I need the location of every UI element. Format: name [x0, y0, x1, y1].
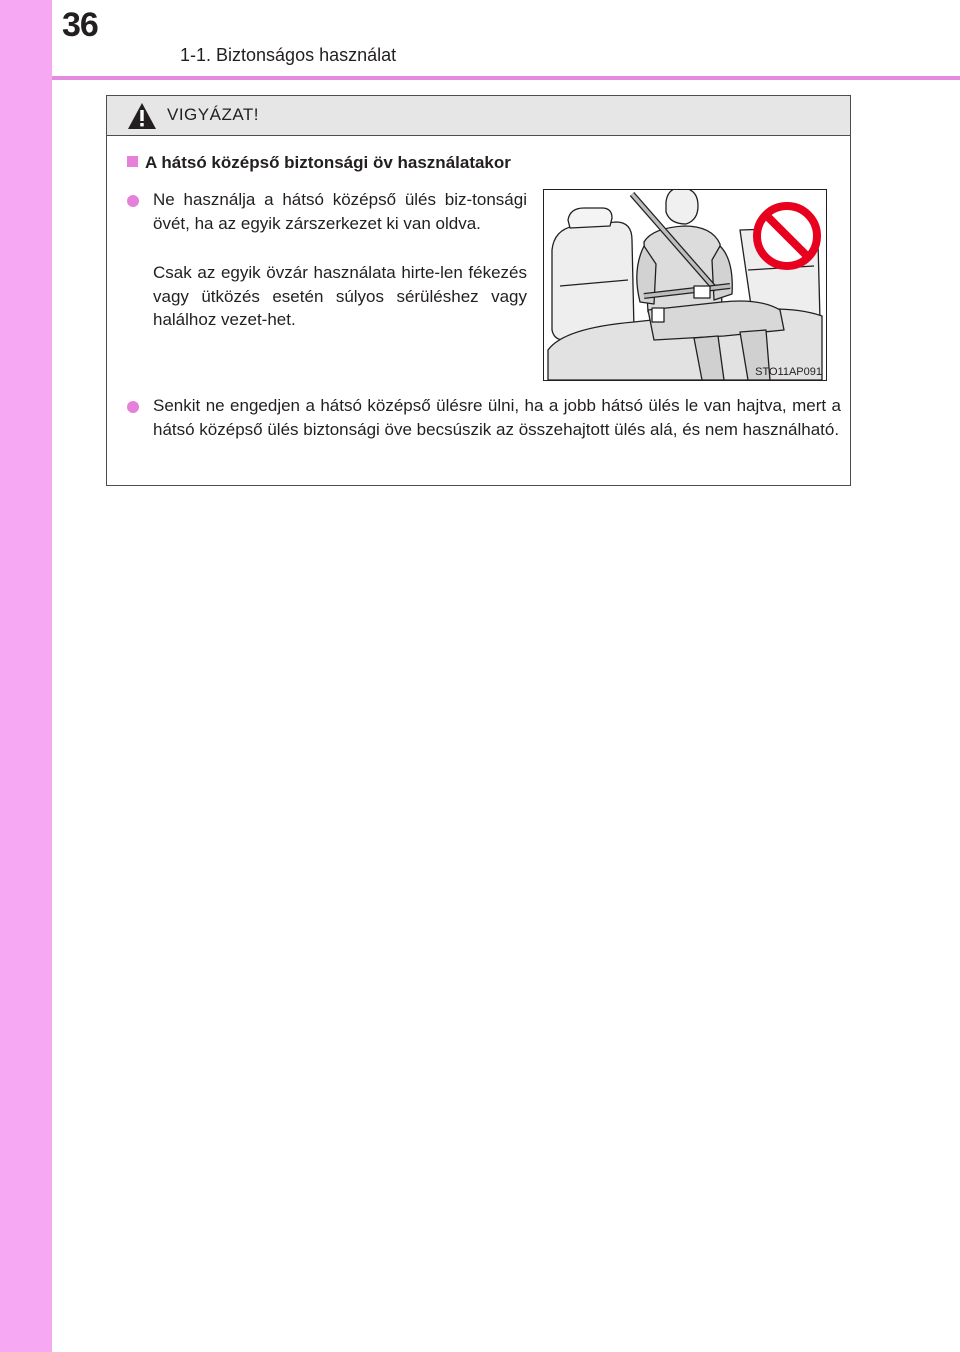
- header-rule: [52, 76, 960, 80]
- round-bullet-icon: [127, 401, 139, 413]
- bullet-2-text: Senkit ne engedjen a hátsó középső ülésre ülni, ha a jobb hátsó ülés le van hajtva, mert a hátsó középső ülés biztonsági öve becsúszik az összehajtott ülés alá, és nem használható.: [153, 396, 841, 439]
- prohibition-sign-icon: [757, 206, 817, 266]
- caution-title: VIGYÁZAT!: [167, 105, 260, 124]
- seat-belt-illustration: [543, 189, 827, 381]
- warning-triangle-icon: [127, 102, 157, 130]
- illustration-code: STO11AP091: [755, 366, 822, 378]
- page-sidebar-tab: [0, 0, 52, 1352]
- section-title: 1-1. Biztonságos használat: [180, 45, 397, 65]
- caution-header: [107, 96, 850, 136]
- bullet-1-text: Ne használja a hátsó középső ülés biz-tonsági övét, ha az egyik zárszerkezet ki van oldva.: [153, 190, 527, 233]
- rear-seat-passenger-drawing: [544, 190, 826, 380]
- subheading: [127, 153, 511, 173]
- round-bullet-icon: [127, 195, 139, 207]
- subheading-text: A hátsó középső biztonsági öv használatakor: [145, 153, 511, 172]
- bullet-1-followup: Csak az egyik övzár használata hirte-len fékezés vagy ütközés esetén súlyos sérüléshez vagy halálhoz vezet-het.: [153, 263, 527, 329]
- page-number: 36: [62, 6, 98, 44]
- square-bullet-icon: [127, 156, 138, 167]
- caution-box: [106, 95, 851, 486]
